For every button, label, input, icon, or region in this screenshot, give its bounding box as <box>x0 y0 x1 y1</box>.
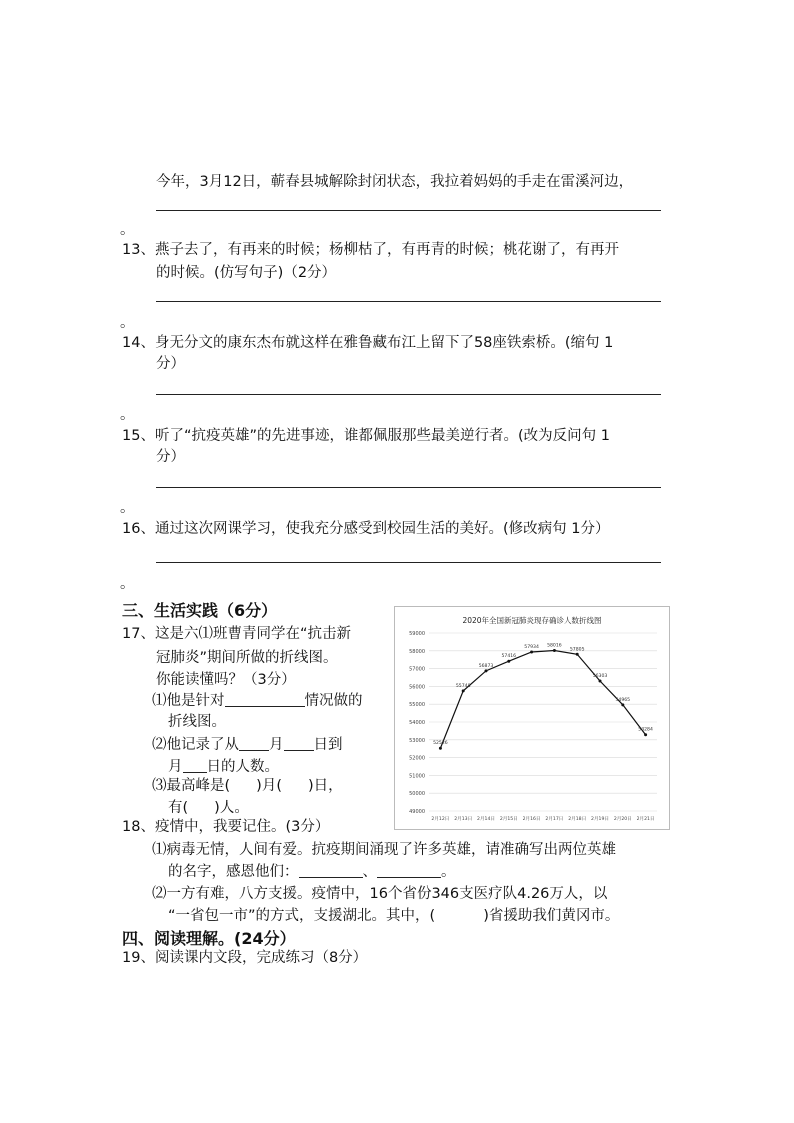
answer-line-12[interactable] <box>156 210 661 211</box>
q18-sub2-text: )省援助我们黄冈市。 <box>483 908 620 924</box>
q12-intro: 今年，3月12日，蕲春县城解除封闭状态，我拉着妈妈的手走在雷溪河边， <box>156 174 634 190</box>
q17-sub1-cont: 折线图。 <box>168 714 226 730</box>
x-tick-label: 2月13日 <box>454 817 473 822</box>
x-tick-label: 2月14日 <box>477 817 495 822</box>
y-tick-label: 51000 <box>409 773 425 780</box>
q17-sub2-text: 月 <box>269 737 284 753</box>
period-mark: 。 <box>120 315 135 331</box>
y-tick-label: 50000 <box>409 791 425 798</box>
blank-field[interactable] <box>299 863 363 878</box>
y-tick-label: 59000 <box>409 631 425 637</box>
data-point <box>530 650 533 653</box>
y-tick-label: 53000 <box>409 737 425 744</box>
y-tick-label: 58000 <box>409 648 425 655</box>
data-point <box>439 747 442 750</box>
data-point <box>485 669 488 672</box>
x-tick-label: 2月16日 <box>522 817 541 822</box>
q18-sub2-cont <box>168 904 619 925</box>
q17-sub3-text: ⑶最高峰是( <box>152 778 231 794</box>
q18-sub2-text: “一省包一市”的方式，支援湖北。其中，( <box>168 908 436 924</box>
q17-sub2-cont <box>168 755 279 776</box>
q17-line2: 冠肺炎”期间所做的折线图。 <box>156 650 338 666</box>
data-label: 56303 <box>592 674 608 680</box>
y-tick-label: 52000 <box>409 755 425 762</box>
q17-sub1-text: ⑴他是针对 <box>152 693 225 709</box>
q17-sub2-text: 日到 <box>313 737 343 753</box>
q17-sub3-cont <box>168 796 249 817</box>
q18-sub1-text: 。 <box>441 864 456 880</box>
blank-field[interactable] <box>284 736 314 751</box>
q17-line1: 17、这是六⑴班曹青同学在“抗击新 <box>122 626 351 642</box>
y-tick-label: 56000 <box>409 684 425 691</box>
data-label: 55748 <box>455 683 471 689</box>
data-point <box>462 689 465 692</box>
data-point <box>576 653 579 656</box>
data-label: 56873 <box>478 663 494 669</box>
x-tick-label: 2月19日 <box>591 817 609 822</box>
q17-sub2-text: 月 <box>168 759 183 775</box>
period-mark: 。 <box>120 576 135 592</box>
y-tick-label: 49000 <box>409 809 425 815</box>
blank-field[interactable] <box>225 692 305 707</box>
data-point <box>599 680 602 683</box>
blank-field[interactable] <box>377 863 441 878</box>
answer-line-15[interactable] <box>156 487 661 488</box>
data-point <box>507 660 510 663</box>
data-label: 52526 <box>433 741 448 747</box>
line-chart <box>394 606 670 830</box>
q18-sub1: ⑴病毒无情，人间有爱。抗疫期间涌现了许多英雄，请准确写出两位英雄 <box>152 842 616 858</box>
q16-line1: 16、通过这次网课学习，使我充分感受到校园生活的美好。(修改病句 1分） <box>122 521 610 537</box>
q17-sub2 <box>152 733 343 754</box>
blank-field[interactable] <box>239 736 269 751</box>
x-tick-label: 2月20日 <box>613 817 632 822</box>
q18-sub1-cont <box>168 860 456 881</box>
q15-line2: 分） <box>156 449 185 465</box>
answer-line-13[interactable] <box>156 301 661 302</box>
q15-line1: 15、听了“抗疫英雄”的先进事迹，谁都佩服那些最美逆行者。(改为反问句 1 <box>122 428 610 444</box>
q17-sub3-text: )月( <box>256 778 282 794</box>
section-heading: 四、阅读理解。(24分） <box>122 929 296 948</box>
period-mark: 。 <box>120 407 135 423</box>
data-label: 57805 <box>569 647 585 653</box>
x-tick-label: 2月12日 <box>431 817 450 822</box>
data-point <box>621 703 624 706</box>
q17-sub1 <box>152 689 363 710</box>
answer-line-16[interactable] <box>156 562 661 563</box>
q17-sub3-text: )人。 <box>214 800 249 816</box>
q18-sub1-text: 、 <box>362 864 377 880</box>
q18-line1: 18、疫情中，我要记住。(3分） <box>122 819 330 835</box>
q13-line1: 13、燕子去了，有再来的时候；杨柳枯了，有再青的时候；桃花谢了，有再开 <box>122 242 619 258</box>
q17-sub3 <box>152 774 343 795</box>
x-tick-label: 2月21日 <box>636 817 655 822</box>
q17-sub3-text: 有( <box>168 800 189 816</box>
x-tick-label: 2月15日 <box>499 817 518 822</box>
q14-line1: 14、身无分文的康东杰布就这样在雅鲁藏布江上留下了58座铁索桥。(缩句 1 <box>122 335 614 351</box>
data-label: 57934 <box>524 644 539 650</box>
data-label: 54965 <box>615 697 631 703</box>
q17-sub1-text: 情况做的 <box>304 693 363 709</box>
y-tick-label: 54000 <box>409 720 425 726</box>
period-mark: 。 <box>120 500 135 516</box>
data-label: 57416 <box>501 654 517 660</box>
q13-line2: 的时候。(仿写句子)（2分） <box>156 265 337 281</box>
blank-field[interactable] <box>183 758 207 773</box>
q19-line: 19、阅读课内文段，完成练习（8分） <box>122 950 368 966</box>
q17-sub3-text: )日， <box>308 778 343 794</box>
q17-sub2-text: 日的人数。 <box>206 759 279 775</box>
x-tick-label: 2月17日 <box>545 817 564 822</box>
data-label: 58016 <box>547 643 562 649</box>
data-point <box>553 649 556 652</box>
section-heading: 三、生活实践（6分） <box>122 601 278 620</box>
q17-line3: 你能读懂吗？（3分） <box>156 672 296 688</box>
x-tick-label: 2月18日 <box>568 817 587 822</box>
y-tick-label: 57000 <box>409 666 425 673</box>
data-point <box>644 733 647 736</box>
chart-title: 2020年全国新冠肺炎现存确诊人数折线图 <box>462 616 602 625</box>
q18-sub1-text: 的名字，感恩他们： <box>168 864 299 880</box>
data-label: 53284 <box>638 727 653 733</box>
period-mark: 。 <box>120 222 135 238</box>
q18-sub2: ⑵一方有难，八方支援。疫情中，16个省份346支医疗队4.26万人，以 <box>152 886 608 902</box>
answer-line-14[interactable] <box>156 394 661 395</box>
q17-sub2-text: ⑵他记录了从 <box>152 737 239 753</box>
q14-line2: 分） <box>156 356 185 372</box>
y-tick-label: 55000 <box>409 702 425 709</box>
